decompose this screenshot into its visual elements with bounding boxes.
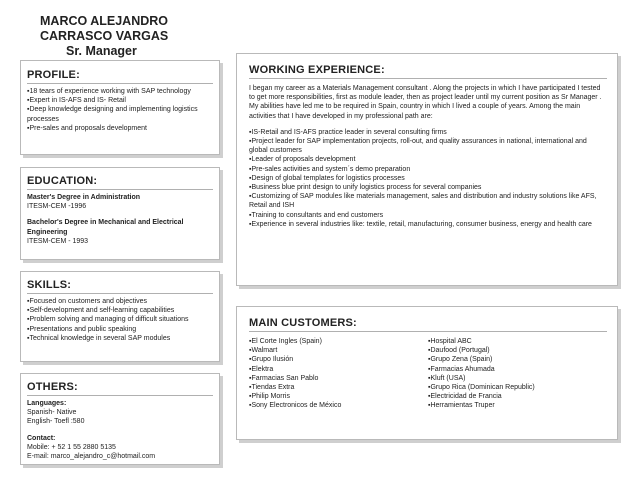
customer-item: ▪Herramientas Truper xyxy=(428,402,495,410)
experience-divider xyxy=(249,78,607,79)
skill-item: ▪Technical knowledge in several SAP modules xyxy=(27,334,171,342)
contact-mobile: Mobile: + 52 1 55 2880 5135 xyxy=(27,443,116,451)
experience-intro: I began my career as a Materials Management consultant . Along the projects in which I have participated I tested to get more responsibilities, first as module leader, then as project leader until my current position as Sr Manager . My abilities have led me to be required in Spain, country in which I lived a couple of years. Among the main activities that I have developed in my professional path are: xyxy=(249,85,602,120)
profile-item: ▪Expert in IS-AFS and IS- Retail xyxy=(27,97,126,105)
language-item: English- Toefl :580 xyxy=(27,418,85,426)
customer-item: ▪El Corte Ingles (Spain) xyxy=(249,338,322,345)
experience-section xyxy=(236,53,618,286)
experience-item: ▪Design of global templates for logistics processes xyxy=(249,174,405,182)
experience-item: ▪IS-Retail and IS-AFS practice leader in several consulting firms xyxy=(249,128,447,136)
skill-item: ▪Problem solving and managing of difficult situations xyxy=(27,316,189,324)
job-title: Sr. Manager xyxy=(66,44,137,58)
skills-heading: SKILLS: xyxy=(27,279,72,291)
contact-label: Contact: xyxy=(27,434,56,442)
candidate-name xyxy=(40,14,230,59)
skill-item: ▪Focused on customers and objectives xyxy=(27,298,147,305)
skill-item: ▪Self-development and self-learning capabilities xyxy=(27,307,175,315)
experience-item: ▪Leader of proposals development xyxy=(249,156,356,164)
experience-item: ▪Business blue print design to unify logistics process for several companies xyxy=(249,184,482,192)
customers-column-2 xyxy=(428,337,607,411)
experience-item: ▪Pre-sales activities and system´s demo preparation xyxy=(249,165,411,173)
school-masters: ITESM-CEM -1996 xyxy=(27,203,87,211)
school-bachelors: ITESM-CEM - 1993 xyxy=(27,237,89,245)
education-section xyxy=(20,167,220,260)
profile-heading: PROFILE: xyxy=(27,69,80,81)
customer-item: ▪Tiendas Extra xyxy=(249,384,295,392)
customer-item: ▪Kluft (USA) xyxy=(428,374,466,382)
name-line-2: CARRASCO VARGAS xyxy=(40,29,169,43)
experience-item: ▪Customizing of SAP modules like materials management, sales and distribution and industry solutions like AFS, Retail and ISH xyxy=(249,193,597,210)
customer-item: ▪Hospital ABC xyxy=(428,338,472,345)
skills-section xyxy=(20,271,220,362)
profile-item: ▪Deep knowledge designing and implementing logistics processes xyxy=(27,106,198,123)
degree-masters: Master's Degree in Administration xyxy=(27,194,141,201)
degree-bachelors: Bachelor's Degree in Mechanical and Electrical Engineering xyxy=(27,219,184,236)
language-item: Spanish- Native xyxy=(27,409,77,417)
customer-item: ▪Philip Morris xyxy=(249,393,290,401)
education-heading: EDUCATION: xyxy=(27,175,98,187)
customer-item: ▪Sony Electronicos de México xyxy=(249,402,342,410)
customers-divider xyxy=(249,331,607,332)
profile-divider xyxy=(27,83,213,84)
skills-divider xyxy=(27,293,213,294)
customer-item: ▪Walmart xyxy=(249,347,278,355)
customers-columns xyxy=(249,337,607,411)
customer-item: ▪Grupo Ilusión xyxy=(249,356,294,364)
customers-heading: MAIN CUSTOMERS: xyxy=(249,317,357,329)
customer-item: ▪Daufood (Portugal) xyxy=(428,347,490,355)
customer-item: ▪Grupo Zena (Spain) xyxy=(428,356,493,364)
languages-label: Languages: xyxy=(27,400,67,407)
experience-item: ▪Training to consultants and end customers xyxy=(249,211,384,219)
customers-column-1 xyxy=(249,337,428,411)
education-divider xyxy=(27,189,213,190)
contact-email: E-mail: marco_alejandro_c@hotmail.com xyxy=(27,453,156,461)
name-line-1: MARCO ALEJANDRO xyxy=(40,14,169,28)
experience-item: ▪Project leader for SAP implementation projects, roll-out, and quality assurances in national, international and global customers xyxy=(249,138,587,155)
skill-item: ▪Presentations and public speaking xyxy=(27,325,137,333)
others-heading: OTHERS: xyxy=(27,381,78,393)
customer-item: ▪Elektra xyxy=(249,365,274,373)
experience-heading: WORKING EXPERIENCE: xyxy=(249,64,385,76)
customer-item: ▪Electricidad de Francia xyxy=(428,393,502,401)
customers-section xyxy=(236,306,618,440)
profile-item: ▪18 tears of experience working with SAP technology xyxy=(27,88,191,95)
profile-section xyxy=(20,60,220,155)
experience-item: ▪Experience in several industries like: textile, retail, manufacturing, consumer business, energy and health care xyxy=(249,220,592,228)
others-section xyxy=(20,373,220,465)
customer-item: ▪Farmacias Ahumada xyxy=(428,365,495,373)
others-divider xyxy=(27,395,213,396)
customer-item: ▪Grupo Rica (Dominican Republic) xyxy=(428,384,535,392)
customer-item: ▪Farmacias San Pablo xyxy=(249,374,319,382)
profile-item: ▪Pre-sales and proposals development xyxy=(27,124,147,132)
